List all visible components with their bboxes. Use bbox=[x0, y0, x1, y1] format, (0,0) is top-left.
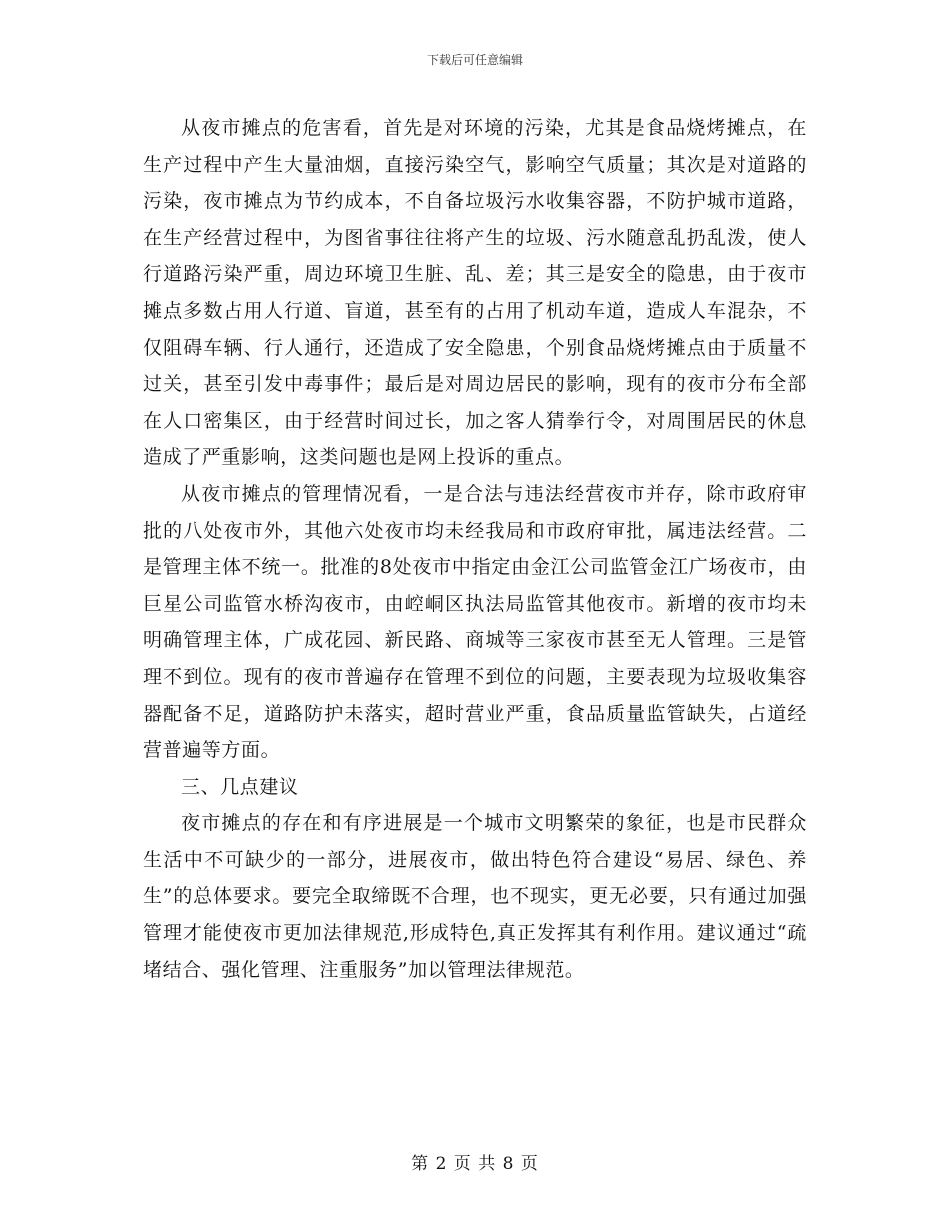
paragraph-management: 从夜市摊点的管理情况看，一是合法与违法经营夜市并存，除市政府审批的八处夜市外，其他六处夜市均未经我局和市政府审批，属违法经营。二是管理主体不统一。批准的8处夜市中指定由金江公司监管金江广场夜市，由巨星公司监管水桥沟夜市，由崆峒区执法局监管其他夜市。新增的夜市均未明确管理主体，广成花园、新民路、商城等三家夜市甚至无人管理。三是管理不到位。现有的夜市普遍存在管理不到位的问题，主要表现为垃圾收集容器配备不足，道路防护未落实，超时营业严重，食品质量监管缺失，占道经营普遍等方面。 bbox=[143, 482, 807, 762]
paragraph-hazards: 从夜市摊点的危害看，首先是对环境的污染，尤其是食品烧烤摊点，在生产过程中产生大量油烟，直接污染空气，影响空气质量；其次是对道路的污染，夜市摊点为节约成本，不自备垃圾污水收集容器，不防护城市道路，在生产经营过程中，为图省事往往将产生的垃圾、污水随意乱扔乱泼，使人行道路污染严重，周边环境卫生脏、乱、差；其三是安全的隐患，由于夜市摊点多数占用人行道、盲道，甚至有的占用了机动车道，造成人车混杂，不仅阻碍车辆、行人通行，还造成了安全隐患，个别食品烧烤摊点由于质量不过关，甚至引发中毒事件；最后是对周边居民的影响，现有的夜市分布全部在人口密集区，由于经营时间过长，加之客人猜拳行令，对周围居民的休息造成了严重影响，这类问题也是网上投诉的重点。 bbox=[143, 117, 807, 469]
paragraph-suggestions: 夜市摊点的存在和有序进展是一个城市文明繁荣的象征，也是市民群众生活中不可缺少的一部分，进展夜市，做出特色符合建设“易居、绿色、养生”的总体要求。要完全取缔既不合理，也不现实，更无必要，只有通过加强管理才能使夜市更加法律规范,形成特色,真正发挥其有利作用。建议通过“疏堵结合、强化管理、注重服务”加以管理法律规范。 bbox=[143, 812, 807, 981]
page-header-note: 下载后可任意编辑 bbox=[426, 53, 523, 67]
page-number: 第 2 页 共 8 页 bbox=[411, 1154, 539, 1174]
section-heading: 三、几点建议 bbox=[181, 775, 299, 798]
document-body bbox=[143, 110, 807, 988]
